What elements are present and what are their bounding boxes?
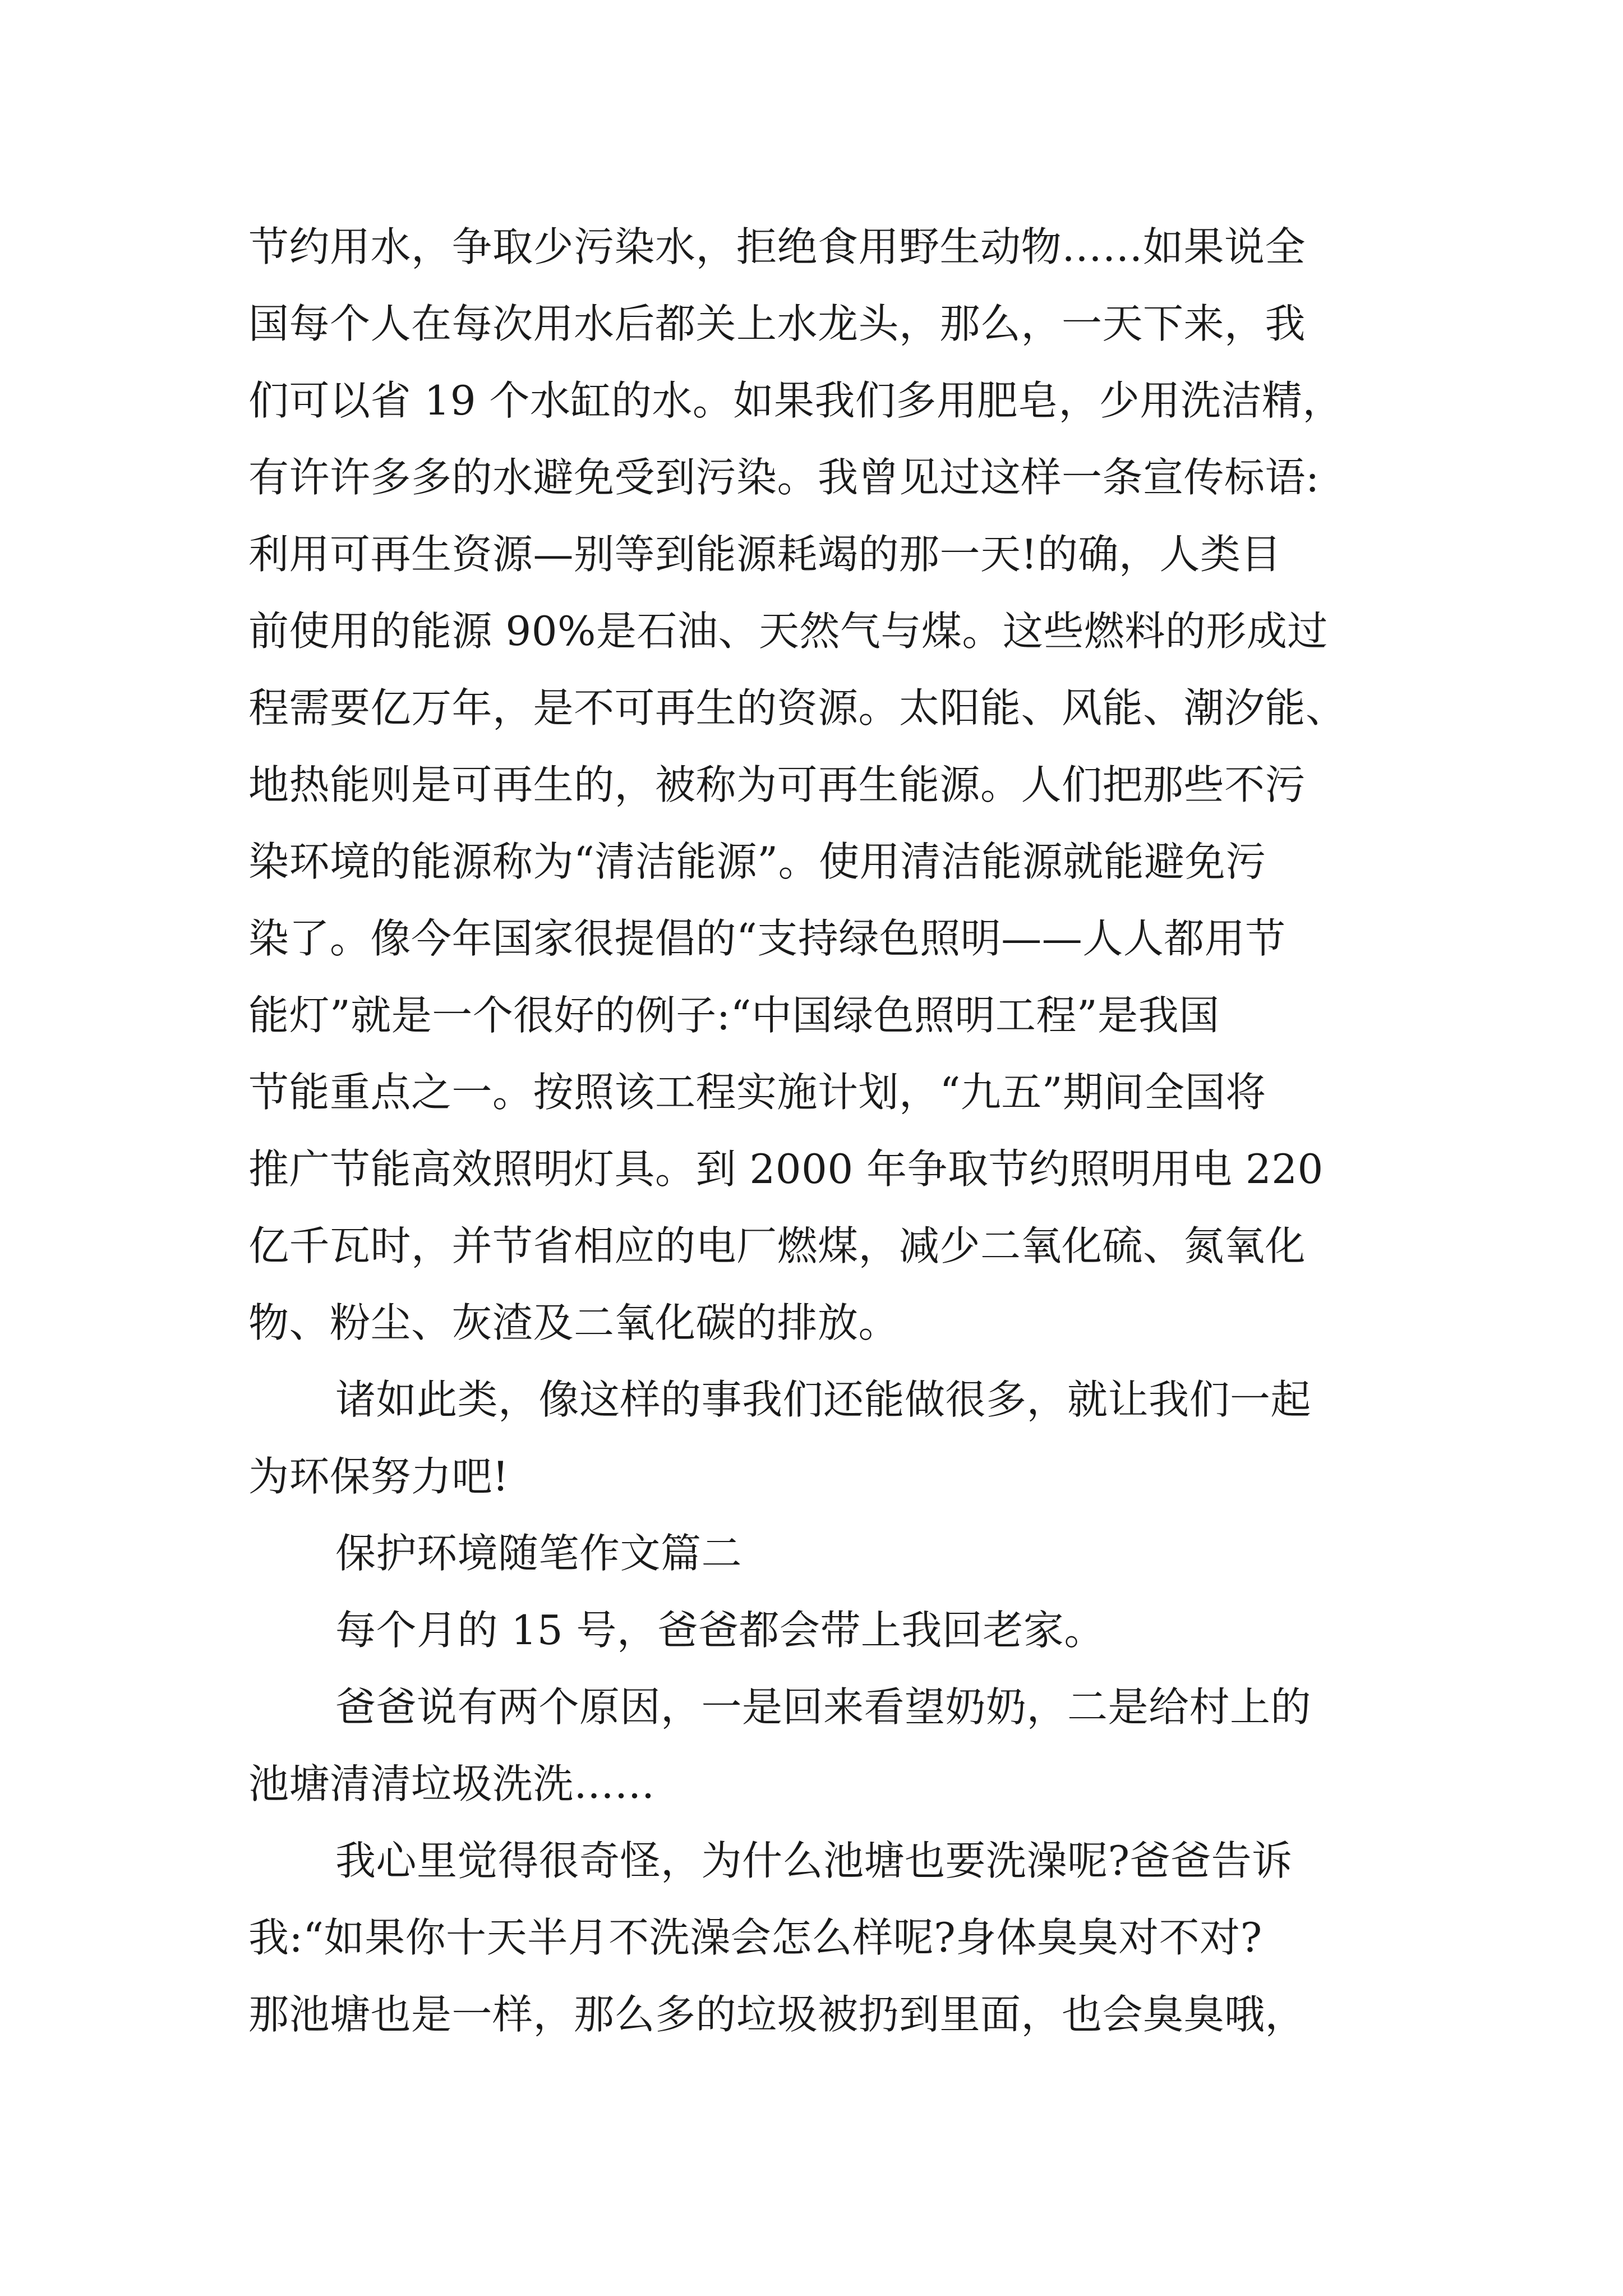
- text-line: 染环境的能源称为“清洁能源”。使用清洁能源就能避免污: [248, 838, 1266, 885]
- text-line: 节约用水，争取少污染水，拒绝食用野生动物……如果说全: [248, 223, 1306, 270]
- text-line: 我:“如果你十天半月不洗澡会怎么样呢?身体臭臭对不对?: [248, 1914, 1262, 1961]
- text-line: 前使用的能源 90%是石油、天然气与煤。这些燃料的形成过: [248, 608, 1328, 655]
- text-line: 节能重点之一。按照该工程实施计划，“九五”期间全国将: [248, 1069, 1266, 1116]
- text-line: 为环保努力吧!: [248, 1453, 509, 1500]
- text-line: 染了。像今年国家很提倡的“支持绿色照明——人人都用节: [248, 915, 1286, 962]
- text-line: 国每个人在每次用水后都关上水龙头，那么，一天下来，我: [248, 300, 1306, 347]
- text-line: 们可以省 19 个水缸的水。如果我们多用肥皂，少用洗洁精，: [248, 377, 1343, 424]
- paragraph-first-line: 每个月的 15 号，爸爸都会带上我回老家。: [335, 1607, 1105, 1654]
- text-line: 利用可再生资源—别等到能源耗竭的那一天!的确，人类目: [248, 531, 1281, 578]
- section-heading: 保护环境随笔作文篇二: [335, 1530, 743, 1577]
- document-body: [248, 209, 1393, 2053]
- text-line: 地热能则是可再生的，被称为可再生能源。人们把那些不污: [248, 761, 1306, 808]
- text-line: 能灯”就是一个很好的例子:“中国绿色照明工程”是我国: [248, 992, 1220, 1039]
- text-line: 推广节能高效照明灯具。到 2000 年争取节约照明用电 220: [248, 1145, 1324, 1193]
- paragraph-first-line: 我心里觉得很奇怪，为什么池塘也要洗澡呢?爸爸告诉: [335, 1837, 1293, 1884]
- paragraph-first-line: 诸如此类，像这样的事我们还能做很多，就让我们一起: [335, 1376, 1312, 1423]
- text-line: 亿千瓦时，并节省相应的电厂燃煤，减少二氧化硫、氮氧化: [248, 1222, 1306, 1269]
- text-line: 物、粉尘、灰渣及二氧化碳的排放。: [248, 1299, 900, 1346]
- text-line: 有许许多多的水避免受到污染。我曾见过这样一条宣传标语:: [248, 454, 1320, 501]
- text-line: 那池塘也是一样，那么多的垃圾被扔到里面，也会臭臭哦，: [248, 1991, 1306, 2038]
- text-line: 池塘清清垃圾洗洗……: [248, 1760, 656, 1807]
- paragraph-first-line: 爸爸说有两个原因，一是回来看望奶奶，二是给村上的: [335, 1683, 1312, 1731]
- text-line: 程需要亿万年，是不可再生的资源。太阳能、风能、潮汐能、: [248, 684, 1347, 731]
